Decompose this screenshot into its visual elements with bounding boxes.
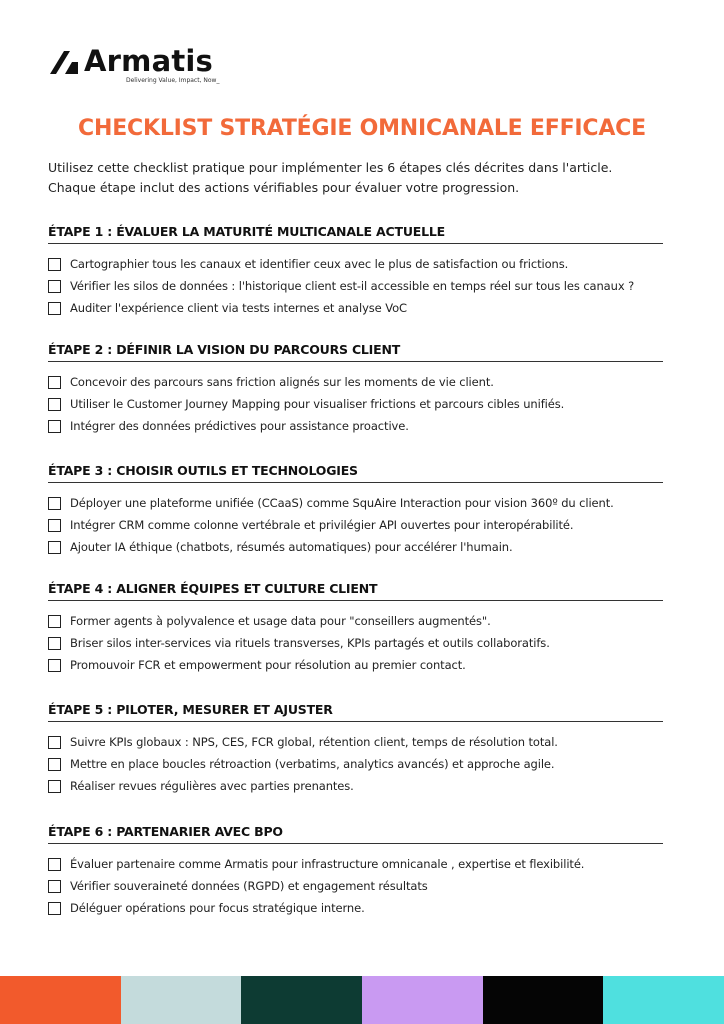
section-heading: ÉTAPE 4 : ALIGNER ÉQUIPES ET CULTURE CLIENT [48,581,663,601]
section-heading: ÉTAPE 6 : PARTENARIER AVEC BPO [48,824,663,844]
checklist-item-label: Vérifier souveraineté données (RGPD) et engagement résultats [70,879,428,893]
checklist-items [48,253,663,319]
checklist-item[interactable] [48,654,663,676]
checklist-item[interactable] [48,536,663,558]
checkbox-empty-icon[interactable] [48,858,61,871]
brand-logo [48,44,219,84]
checklist-item-label: Cartographier tous les canaux et identifier ceux avec le plus de satisfaction ou frictions. [70,257,569,271]
checklist-item[interactable] [48,610,663,632]
checkbox-empty-icon[interactable] [48,780,61,793]
brand-tagline: Delivering Value, Impact, Now_ [126,77,220,84]
checklist-section [48,702,663,797]
checklist-item[interactable] [48,753,663,775]
checklist-section [48,463,663,558]
checkbox-empty-icon[interactable] [48,736,61,749]
checkbox-empty-icon[interactable] [48,258,61,271]
checkbox-empty-icon[interactable] [48,659,61,672]
checklist-section [48,342,663,437]
checkbox-empty-icon[interactable] [48,280,61,293]
checkbox-empty-icon[interactable] [48,541,61,554]
checkbox-empty-icon[interactable] [48,398,61,411]
checklist-item[interactable] [48,371,663,393]
section-heading: ÉTAPE 5 : PILOTER, MESURER ET AJUSTER [48,702,663,722]
footer-stripe [483,976,604,1024]
checklist-item-label: Vérifier les silos de données : l'historique client est-il accessible en temps réel sur tous les canaux ? [70,279,635,293]
footer-color-band [0,976,724,1024]
footer-stripe [241,976,362,1024]
checklist-item-label: Intégrer des données prédictives pour assistance proactive. [70,419,409,433]
checklist-item-label: Déployer une plateforme unifiée (CCaaS) comme SquAire Interaction pour vision 360º du client. [70,496,614,510]
checkbox-empty-icon[interactable] [48,758,61,771]
checklist-item-label: Auditer l'expérience client via tests internes et analyse VoC [70,301,407,315]
checklist-item[interactable] [48,853,663,875]
footer-stripe [603,976,724,1024]
checklist-item-label: Réaliser revues régulières avec parties prenantes. [70,779,354,793]
checkbox-empty-icon[interactable] [48,420,61,433]
footer-stripe [0,976,121,1024]
checkbox-empty-icon[interactable] [48,497,61,510]
footer-stripe [362,976,483,1024]
checklist-items [48,492,663,558]
checkbox-empty-icon[interactable] [48,302,61,315]
checklist-item[interactable] [48,253,663,275]
checklist-section [48,224,663,319]
checklist-section [48,581,663,676]
checkbox-empty-icon[interactable] [48,615,61,628]
checkbox-empty-icon[interactable] [48,902,61,915]
checklist-item-label: Évaluer partenaire comme Armatis pour infrastructure omnicanale , expertise et flexibilité. [70,857,585,871]
footer-stripe [121,976,242,1024]
section-heading: ÉTAPE 2 : DÉFINIR LA VISION DU PARCOURS CLIENT [48,342,663,362]
checklist-item-label: Former agents à polyvalence et usage data pour "conseillers augmentés". [70,614,491,628]
checklist-section [48,824,663,919]
intro-line-2: Chaque étape inclut des actions vérifiables pour évaluer votre progression. [48,180,520,195]
checkbox-empty-icon[interactable] [48,637,61,650]
checklist-item[interactable] [48,731,663,753]
checklist-item-label: Suivre KPIs globaux : NPS, CES, FCR global, rétention client, temps de résolution total. [70,735,558,749]
checklist-items [48,853,663,919]
checklist-item[interactable] [48,275,663,297]
checklist-item[interactable] [48,875,663,897]
checklist-items [48,731,663,797]
checklist-item[interactable] [48,775,663,797]
checklist-item[interactable] [48,632,663,654]
checklist-item[interactable] [48,415,663,437]
checklist-items [48,371,663,437]
armatis-logo-icon [48,47,78,77]
checklist-item[interactable] [48,514,663,536]
checklist-item-label: Intégrer CRM comme colonne vertébrale et privilégier API ouvertes pour interopérabilité. [70,518,574,532]
checklist-item[interactable] [48,492,663,514]
checklist-item-label: Déléguer opérations pour focus stratégique interne. [70,901,365,915]
section-heading: ÉTAPE 3 : CHOISIR OUTILS ET TECHNOLOGIES [48,463,663,483]
intro-line-1: Utilisez cette checklist pratique pour implémenter les 6 étapes clés décrites dans l'article. [48,160,613,175]
checklist-items [48,610,663,676]
checkbox-empty-icon[interactable] [48,880,61,893]
checklist-item[interactable] [48,897,663,919]
checkbox-empty-icon[interactable] [48,519,61,532]
checklist-item-label: Concevoir des parcours sans friction alignés sur les moments de vie client. [70,375,494,389]
section-heading: ÉTAPE 1 : ÉVALUER LA MATURITÉ MULTICANALE ACTUELLE [48,224,663,244]
intro-text [48,158,688,198]
checklist-item-label: Utiliser le Customer Journey Mapping pour visualiser frictions et parcours cibles unifiés. [70,397,565,411]
checkbox-empty-icon[interactable] [48,376,61,389]
checklist-item-label: Ajouter IA éthique (chatbots, résumés automatiques) pour accélérer l'humain. [70,540,513,554]
checklist-item[interactable] [48,393,663,415]
page-title: CHECKLIST STRATÉGIE OMNICANALE EFFICACE [78,116,646,141]
checklist-item-label: Promouvoir FCR et empowerment pour résolution au premier contact. [70,658,466,672]
brand-name: Armatis [84,44,213,78]
checklist-item[interactable] [48,297,663,319]
checklist-item-label: Briser silos inter-services via rituels transverses, KPIs partagés et outils collaboratifs. [70,636,550,650]
checklist-item-label: Mettre en place boucles rétroaction (verbatims, analytics avancés) et approche agile. [70,757,555,771]
